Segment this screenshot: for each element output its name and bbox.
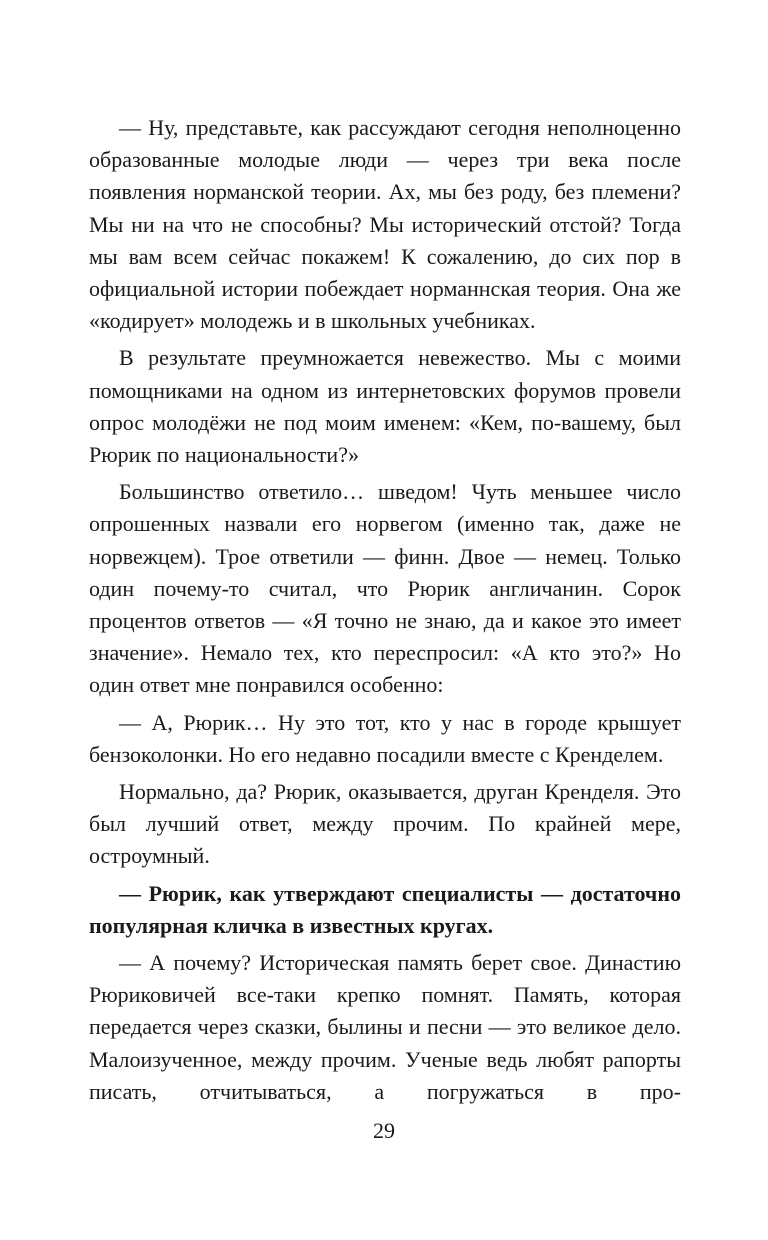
page-number: 29 <box>373 1118 395 1143</box>
paragraph-5: Нормально, да? Рюрик, оказывается, друган Кренделя. Это был лучший ответ, между прочим. По крайней мере, остроумный. <box>89 779 681 869</box>
paragraph-6-bold-question: — Рюрик, как утверждают специалисты — достаточно популярная кличка в известных кругах. <box>89 880 681 938</box>
paragraph-4: — А, Рюрик… Ну это тот, кто у нас в городе крышует бензоколонки. Но его недавно посадили вместе с Кренделем. <box>89 709 681 767</box>
paragraph-1: — Ну, представьте, как рассуждают сегодня неполноценно образованные молодые люди — через три века после появления норманской теории. Ах, мы без роду, без племени? Мы ни на что не способны? Мы исторический отстой? Тогда мы вам всем сейчас покажем! К сожалению, до сих пор в официальной истории побеждает норманнская теория. Она же «кодирует» молодежь и в школьных учебниках. <box>89 115 681 334</box>
paragraph-2: В результате преумножается невежество. Мы с моими помощниками на одном из интернетовских форумов провели опрос молодёжи не под моим именем: «Кем, по-вашему, был Рюрик по национальности?» <box>89 345 681 468</box>
paragraph-7: — А почему? Историческая память берет свое. Династию Рюриковичей все-таки крепко помнят. Память, которая передается через сказки, былины и песни — это великое дело. Малоизученное, между прочим. Ученые ведь любят рапорты писать, отчитываться, а погружаться в про- <box>89 950 681 1104</box>
page-body <box>89 112 681 1113</box>
paragraph-3: Большинство ответило… шведом! Чуть меньшее число опрошенных назвали его норвегом (именно так, даже не норвежцем). Трое ответили — финн. Двое — немец. Только один почему-то считал, что Рюрик англичанин. Сорок процентов ответов — «Я точно не знаю, да и какое это имеет значение». Немало тех, кто переспросил: «А кто это?» Но один ответ мне понравился особенно: <box>89 479 681 698</box>
